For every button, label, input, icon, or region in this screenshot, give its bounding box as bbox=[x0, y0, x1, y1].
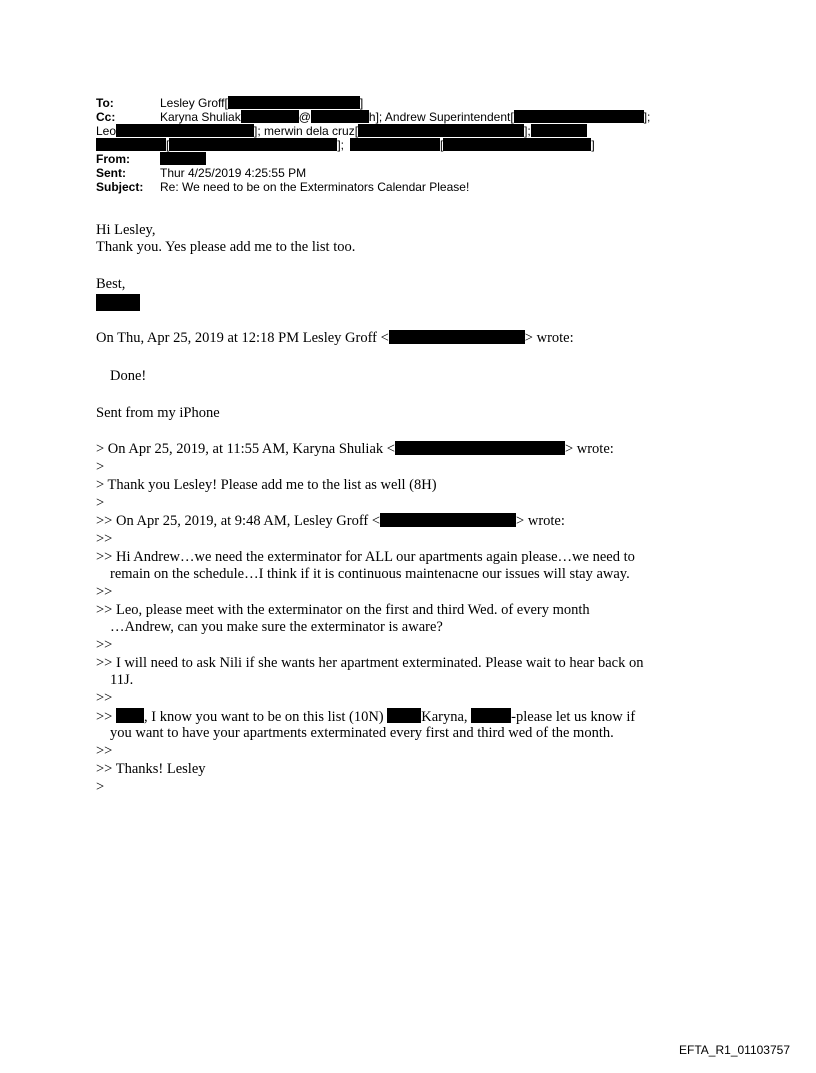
redaction-block bbox=[350, 138, 440, 151]
quote-line: >> Leo, please meet with the exterminator on the first and third Wed. of every month bbox=[96, 602, 590, 618]
quote-header bbox=[96, 330, 574, 347]
quote-marker: >> bbox=[96, 637, 113, 653]
quote-header bbox=[96, 513, 565, 530]
quote-marker: >> bbox=[96, 709, 113, 725]
quote-text: , I know you want to be on this list (10N) bbox=[143, 709, 384, 725]
cc-fragment: ]; bbox=[337, 138, 345, 152]
cc-row-3 bbox=[96, 138, 595, 152]
cc-fragment: [ bbox=[166, 138, 170, 152]
signature-text: Sent from my iPhone bbox=[96, 405, 220, 421]
redaction-block bbox=[514, 110, 644, 123]
to-label: To: bbox=[96, 96, 114, 110]
quote-header bbox=[96, 441, 614, 458]
quote-header-text: > wrote: bbox=[524, 330, 574, 346]
quote-marker: >> bbox=[96, 690, 113, 706]
reply-text: Done! bbox=[110, 368, 147, 384]
quote-line: > Thank you Lesley! Please add me to the list as well (8H) bbox=[96, 477, 437, 493]
to-tail: ] bbox=[359, 96, 364, 110]
quote-header-text: On Thu, Apr 25, 2019 at 12:18 PM Lesley Groff < bbox=[96, 330, 389, 346]
cc-fragment: ]; bbox=[524, 124, 531, 138]
quote-marker: > bbox=[96, 459, 105, 475]
cc-name: Karyna Shuliak bbox=[160, 110, 241, 124]
redaction-block bbox=[116, 124, 254, 137]
cc-fragment: Leo bbox=[96, 124, 117, 138]
quote-header-text: > wrote: bbox=[516, 513, 565, 529]
subject-label: Subject: bbox=[96, 180, 144, 194]
quote-marker: > bbox=[96, 779, 105, 795]
redaction-block bbox=[389, 330, 525, 344]
redaction-block bbox=[395, 441, 565, 455]
quote-line: >> I will need to ask Nili if she wants her apartment exterminated. Please wait to hear back on bbox=[96, 655, 644, 671]
quote-text: Karyna, bbox=[421, 709, 468, 725]
email-header bbox=[96, 96, 736, 206]
sent-value: Thur 4/25/2019 4:25:55 PM bbox=[160, 166, 307, 180]
redaction-block bbox=[358, 124, 524, 137]
quote-text: -please let us know if bbox=[511, 709, 636, 725]
to-value: Lesley Groff[ bbox=[160, 96, 228, 110]
redaction-block bbox=[228, 96, 360, 109]
subject-value: Re: We need to be on the Exterminators Calendar Please! bbox=[160, 180, 470, 194]
redaction-block bbox=[471, 708, 511, 723]
redaction-block bbox=[387, 708, 421, 723]
message-line: Thank you. Yes please add me to the list too. bbox=[96, 239, 356, 255]
redaction-block bbox=[241, 110, 299, 123]
redaction-block bbox=[160, 152, 206, 165]
quote-marker: >> bbox=[96, 584, 113, 600]
cc-fragment: h]; Andrew Superintendent[ bbox=[368, 110, 514, 124]
cc-fragment: ] bbox=[591, 138, 595, 152]
document-id: EFTA_R1_01103757 bbox=[679, 1043, 790, 1057]
quote-header-text: >> On Apr 25, 2019, at 9:48 AM, Lesley Groff < bbox=[96, 513, 381, 529]
quote-line: >> Thanks! Lesley bbox=[96, 761, 206, 777]
cc-label: Cc: bbox=[96, 110, 116, 124]
sent-label: Sent: bbox=[96, 166, 126, 180]
greeting: Hi Lesley, bbox=[96, 222, 156, 238]
redaction-block bbox=[116, 708, 144, 723]
redaction-block bbox=[96, 294, 140, 311]
redaction-block bbox=[96, 138, 166, 151]
redaction-block bbox=[531, 124, 587, 137]
redaction-block bbox=[380, 513, 516, 527]
redaction-block bbox=[311, 110, 369, 123]
redaction-block bbox=[443, 138, 591, 151]
quote-line: you want to have your apartments exterminated every first and third wed of the month. bbox=[110, 725, 614, 741]
quote-marker: > bbox=[96, 495, 105, 511]
quote-line: remain on the schedule…I think if it is continuous maintenacne our issues will stay away. bbox=[110, 566, 630, 582]
quote-line: …Andrew, can you make sure the exterminator is aware? bbox=[110, 619, 443, 635]
quote-header-text: > wrote: bbox=[564, 441, 614, 457]
quote-marker: >> bbox=[96, 531, 113, 547]
cc-fragment: [ bbox=[440, 138, 444, 152]
cc-fragment: @ bbox=[298, 110, 311, 124]
quote-marker: >> bbox=[96, 743, 113, 759]
quote-header-text: > On Apr 25, 2019, at 11:55 AM, Karyna Shuliak < bbox=[96, 441, 395, 457]
quote-line: >> Hi Andrew…we need the exterminator for ALL our apartments again please…we need to bbox=[96, 549, 635, 565]
cc-fragment: ]; merwin dela cruz[ bbox=[254, 124, 359, 138]
cc-row-2 bbox=[96, 124, 587, 138]
redaction-block bbox=[169, 138, 337, 151]
cc-end: ]; bbox=[643, 110, 651, 124]
from-label: From: bbox=[96, 152, 130, 166]
signoff: Best, bbox=[96, 276, 126, 292]
quote-line: 11J. bbox=[110, 672, 134, 688]
quote-line bbox=[96, 708, 635, 726]
